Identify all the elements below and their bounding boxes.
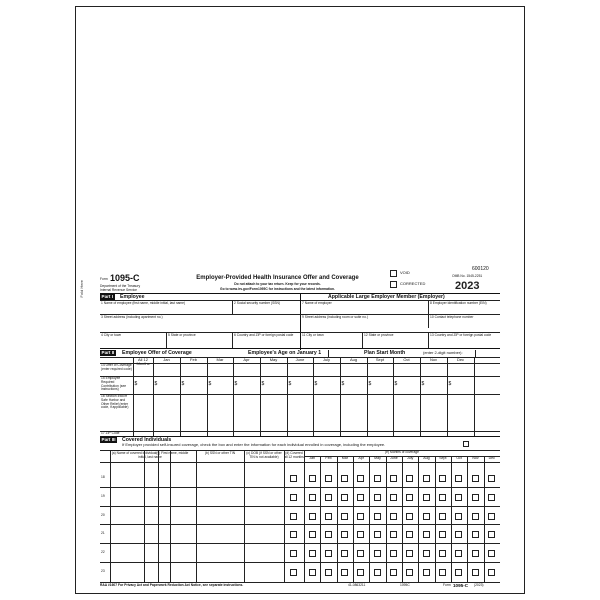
col-b-header: (b) SSN or other TIN bbox=[204, 451, 236, 455]
covered-month-checkbox[interactable] bbox=[374, 569, 381, 576]
p3-month-header: June bbox=[389, 456, 398, 460]
dept-line-1: Department of the Treasury bbox=[100, 284, 141, 288]
covered-month-checkbox[interactable] bbox=[488, 569, 495, 576]
row15-label: 15 Employee Required Contribution (see instructions) bbox=[101, 376, 127, 392]
covered-month-checkbox[interactable] bbox=[374, 475, 381, 482]
row15-dollar: $ bbox=[154, 381, 158, 387]
covered-month-checkbox[interactable] bbox=[423, 513, 430, 520]
covered-month-checkbox[interactable] bbox=[374, 550, 381, 557]
covered-month-checkbox[interactable] bbox=[341, 494, 348, 501]
covered-month-checkbox[interactable] bbox=[488, 513, 495, 520]
p3-month-header: Dec bbox=[488, 456, 495, 460]
covered-month-checkbox[interactable] bbox=[455, 531, 462, 538]
covered-month-checkbox[interactable] bbox=[325, 494, 332, 501]
covered-month-checkbox[interactable] bbox=[357, 531, 364, 538]
covered-month-checkbox[interactable] bbox=[325, 550, 332, 557]
p2-month-header: Dec bbox=[456, 357, 465, 362]
covered-month-checkbox[interactable] bbox=[325, 569, 332, 576]
field10-label: 10 Contact telephone number bbox=[430, 315, 474, 319]
tax-year: 2023 bbox=[455, 280, 480, 292]
footer-form-number: 1095-C bbox=[453, 583, 469, 588]
part3-title: Covered Individuals bbox=[122, 437, 172, 443]
field2-label: 2 Social security number (SSN) bbox=[234, 301, 280, 305]
p3-month-header: Aug bbox=[423, 456, 430, 460]
covered-month-checkbox[interactable] bbox=[472, 513, 479, 520]
col-a-header: (a) Name of covered individual(s) First name, middle initial, last name bbox=[111, 451, 189, 459]
covered-month-checkbox[interactable] bbox=[374, 494, 381, 501]
footer-form-year: (2023) bbox=[474, 583, 484, 587]
covered-month-checkbox[interactable] bbox=[341, 550, 348, 557]
p3-row-number: 21 bbox=[101, 531, 105, 536]
p3-month-header: May bbox=[374, 456, 381, 460]
field1-label: 1 Name of employee (first name, middle initial, last name) bbox=[101, 301, 186, 305]
field5-label: 5 State or province bbox=[168, 333, 196, 337]
part1-employer-title: Applicable Large Employer Member (Employer) bbox=[328, 294, 445, 300]
covered-all-12-checkbox[interactable] bbox=[290, 494, 297, 501]
covered-month-checkbox[interactable] bbox=[406, 531, 413, 538]
p3-month-header: July bbox=[406, 456, 414, 460]
covered-all-12-checkbox[interactable] bbox=[290, 513, 297, 520]
covered-month-checkbox[interactable] bbox=[406, 513, 413, 520]
covered-month-checkbox[interactable] bbox=[423, 494, 430, 501]
covered-month-checkbox[interactable] bbox=[341, 569, 348, 576]
part3-tag: Part III bbox=[101, 437, 116, 442]
covered-month-checkbox[interactable] bbox=[488, 550, 495, 557]
row15-dollar: $ bbox=[134, 381, 138, 387]
covered-month-checkbox[interactable] bbox=[423, 550, 430, 557]
p3-month-header: Jan bbox=[309, 456, 316, 460]
covered-month-checkbox[interactable] bbox=[390, 494, 397, 501]
plan-start-note: (enter 2-digit number): bbox=[423, 350, 463, 355]
covered-month-checkbox[interactable] bbox=[423, 569, 430, 576]
row15-dollar: $ bbox=[234, 381, 238, 387]
row15-dollar: $ bbox=[368, 381, 372, 387]
void-label: VOID bbox=[400, 270, 410, 275]
covered-month-checkbox[interactable] bbox=[325, 475, 332, 482]
covered-month-checkbox[interactable] bbox=[390, 475, 397, 482]
row15-dollar: $ bbox=[341, 381, 345, 387]
covered-month-checkbox[interactable] bbox=[439, 531, 446, 538]
covered-month-checkbox[interactable] bbox=[357, 494, 364, 501]
covered-month-checkbox[interactable] bbox=[406, 494, 413, 501]
p3-month-header: Nov bbox=[472, 456, 479, 460]
form-title: Employer-Provided Health Insurance Offer and Coverage bbox=[196, 275, 359, 281]
covered-all-12-checkbox[interactable] bbox=[290, 550, 297, 557]
p3-row-number: 22 bbox=[101, 550, 105, 555]
covered-month-checkbox[interactable] bbox=[488, 494, 495, 501]
covered-month-checkbox[interactable] bbox=[488, 531, 495, 538]
form-number: 1095-C bbox=[110, 273, 140, 283]
footer-cat: 41-0863211 bbox=[348, 583, 366, 587]
covered-month-checkbox[interactable] bbox=[325, 531, 332, 538]
footer-notice: RAA #1607 For Privacy Act and Paperwork Reduction Act Notice, see separate instructions. bbox=[100, 583, 244, 587]
part3-intro: If Employer provided self-insured coverage, check the box and enter the information for each individual enrolled in coverage, including the employee. bbox=[122, 442, 386, 447]
form-label: Form bbox=[100, 277, 108, 281]
covered-month-checkbox[interactable] bbox=[423, 531, 430, 538]
p3-month-header: Oct bbox=[456, 456, 462, 460]
row15-dollar: $ bbox=[448, 381, 452, 387]
field7-label: 7 Name of employer bbox=[302, 301, 332, 305]
p2-month-header: July bbox=[322, 357, 331, 362]
part1-tag: Part I bbox=[101, 294, 113, 299]
plan-start-month-label: Plan Start Month bbox=[364, 350, 406, 356]
p3-row-number: 18 bbox=[101, 475, 105, 479]
form-subtitle-2: Go to www.irs.gov/Form1095C for instructions and the latest information. bbox=[220, 287, 335, 291]
self-insured-checkbox[interactable] bbox=[463, 441, 469, 447]
row16-label: 16 Section 4980H Safe Harbor and Other Relief (enter code, if applicable) bbox=[101, 394, 129, 410]
row15-dollar: $ bbox=[208, 381, 212, 387]
col-c-header: (c) DOB (if SSN or other TIN is not available) bbox=[246, 451, 282, 459]
covered-month-checkbox[interactable] bbox=[341, 531, 348, 538]
p3-row-number: 19 bbox=[101, 493, 105, 498]
field9-label: 9 Street address (including room or suite no.) bbox=[302, 315, 368, 319]
covered-month-checkbox[interactable] bbox=[341, 475, 348, 482]
corrected-checkbox[interactable] bbox=[390, 281, 397, 288]
covered-month-checkbox[interactable] bbox=[472, 494, 479, 501]
covered-month-checkbox[interactable] bbox=[455, 494, 462, 501]
p3-month-header: Apr bbox=[358, 456, 364, 460]
field6-label: 6 Country and ZIP or foreign postal code bbox=[234, 333, 294, 337]
row15-dollar: $ bbox=[394, 381, 398, 387]
covered-month-checkbox[interactable] bbox=[357, 513, 364, 520]
form-subtitle-1: Do not attach to your tax return. Keep for your records. bbox=[234, 282, 321, 286]
p3-row-number: 23 bbox=[101, 569, 105, 573]
covered-month-checkbox[interactable] bbox=[455, 475, 462, 482]
covered-all-12-checkbox[interactable] bbox=[290, 531, 297, 538]
p3-month-header: Feb bbox=[325, 456, 332, 460]
row15-dollar: $ bbox=[181, 381, 185, 387]
covered-all-12-checkbox[interactable] bbox=[290, 569, 297, 576]
row17-label: 17 ZIP Code bbox=[101, 431, 120, 435]
covered-month-checkbox[interactable] bbox=[472, 531, 479, 538]
field11-label: 11 City or town bbox=[302, 333, 324, 337]
p2-month-header: Aug bbox=[349, 357, 358, 362]
row15-dollar: $ bbox=[314, 381, 318, 387]
void-checkbox[interactable] bbox=[390, 270, 397, 277]
covered-month-checkbox[interactable] bbox=[472, 569, 479, 576]
p2-month-header: Sept bbox=[375, 357, 385, 362]
p2-month-header: Jan bbox=[163, 357, 170, 362]
covered-month-checkbox[interactable] bbox=[390, 531, 397, 538]
footer-code: 1095C bbox=[400, 583, 410, 587]
covered-month-checkbox[interactable] bbox=[455, 550, 462, 557]
footer-form-label: Form bbox=[443, 583, 451, 587]
field8-label: 8 Employer identification number (EIN) bbox=[430, 301, 487, 305]
fold-note: Fold Here bbox=[79, 280, 84, 298]
form-1095c bbox=[100, 268, 500, 590]
covered-month-checkbox[interactable] bbox=[309, 494, 316, 501]
covered-month-checkbox[interactable] bbox=[423, 475, 430, 482]
field12-label: 12 State or province bbox=[364, 333, 394, 337]
covered-month-checkbox[interactable] bbox=[390, 513, 397, 520]
covered-month-checkbox[interactable] bbox=[406, 569, 413, 576]
covered-month-checkbox[interactable] bbox=[374, 513, 381, 520]
covered-month-checkbox[interactable] bbox=[390, 569, 397, 576]
p2-month-header: Mar bbox=[216, 357, 224, 362]
col-d-header: (d) Covered all 12 months bbox=[284, 451, 304, 459]
p3-month-header: Mar bbox=[341, 456, 348, 460]
p3-month-header: Sept bbox=[439, 456, 447, 460]
covered-month-checkbox[interactable] bbox=[309, 513, 316, 520]
corrected-label: CORRECTED bbox=[400, 281, 426, 286]
employee-age-label: Employee's Age on January 1 bbox=[248, 350, 322, 356]
covered-month-checkbox[interactable] bbox=[325, 513, 332, 520]
part2-title: Employee Offer of Coverage bbox=[122, 350, 192, 356]
p2-month-header: All 12 Months bbox=[136, 357, 150, 367]
p2-month-header: Apr bbox=[243, 357, 250, 362]
part1-title: Employee bbox=[120, 294, 145, 300]
field13-label: 13 Country and ZIP or foreign postal code bbox=[430, 333, 492, 337]
covered-month-checkbox[interactable] bbox=[439, 494, 446, 501]
row15-dollar: $ bbox=[421, 381, 425, 387]
blank-top-area bbox=[76, 7, 524, 272]
field4-label: 4 City or town bbox=[101, 333, 122, 337]
covered-month-checkbox[interactable] bbox=[439, 569, 446, 576]
covered-month-checkbox[interactable] bbox=[455, 569, 462, 576]
row15-dollar: $ bbox=[261, 381, 265, 387]
covered-month-checkbox[interactable] bbox=[309, 569, 316, 576]
covered-month-checkbox[interactable] bbox=[488, 475, 495, 482]
covered-month-checkbox[interactable] bbox=[357, 569, 364, 576]
p2-month-header: Nov bbox=[429, 357, 438, 362]
field3-label: 3 Street address (including apartment no.) bbox=[101, 315, 163, 319]
control-number: 600120 bbox=[472, 266, 489, 272]
p2-month-header: June bbox=[295, 357, 305, 362]
covered-month-checkbox[interactable] bbox=[374, 531, 381, 538]
omb-number: OMB No. 1545-2251 bbox=[452, 274, 483, 278]
col-e-header: (e) Months of coverage bbox=[385, 450, 419, 454]
row15-dollar: $ bbox=[288, 381, 292, 387]
covered-month-checkbox[interactable] bbox=[357, 475, 364, 482]
covered-month-checkbox[interactable] bbox=[341, 513, 348, 520]
covered-month-checkbox[interactable] bbox=[439, 550, 446, 557]
dept-line-2: Internal Revenue Service bbox=[100, 288, 138, 292]
p2-month-header: Oct bbox=[403, 357, 410, 362]
covered-month-checkbox[interactable] bbox=[406, 475, 413, 482]
covered-month-checkbox[interactable] bbox=[390, 550, 397, 557]
covered-month-checkbox[interactable] bbox=[309, 475, 316, 482]
covered-month-checkbox[interactable] bbox=[357, 550, 364, 557]
covered-month-checkbox[interactable] bbox=[309, 550, 316, 557]
covered-month-checkbox[interactable] bbox=[439, 475, 446, 482]
covered-month-checkbox[interactable] bbox=[472, 550, 479, 557]
part2-tag: Part II bbox=[101, 350, 115, 355]
covered-month-checkbox[interactable] bbox=[406, 550, 413, 557]
row14-label: 14 Offer of Coverage (enter required code) bbox=[101, 363, 132, 371]
covered-all-12-checkbox[interactable] bbox=[290, 475, 297, 482]
covered-month-checkbox[interactable] bbox=[309, 531, 316, 538]
covered-month-checkbox[interactable] bbox=[439, 513, 446, 520]
covered-month-checkbox[interactable] bbox=[472, 475, 479, 482]
covered-month-checkbox[interactable] bbox=[455, 513, 462, 520]
p2-month-header: May bbox=[269, 357, 278, 362]
p2-month-header: Feb bbox=[190, 357, 197, 362]
p3-row-number: 20 bbox=[101, 512, 105, 517]
